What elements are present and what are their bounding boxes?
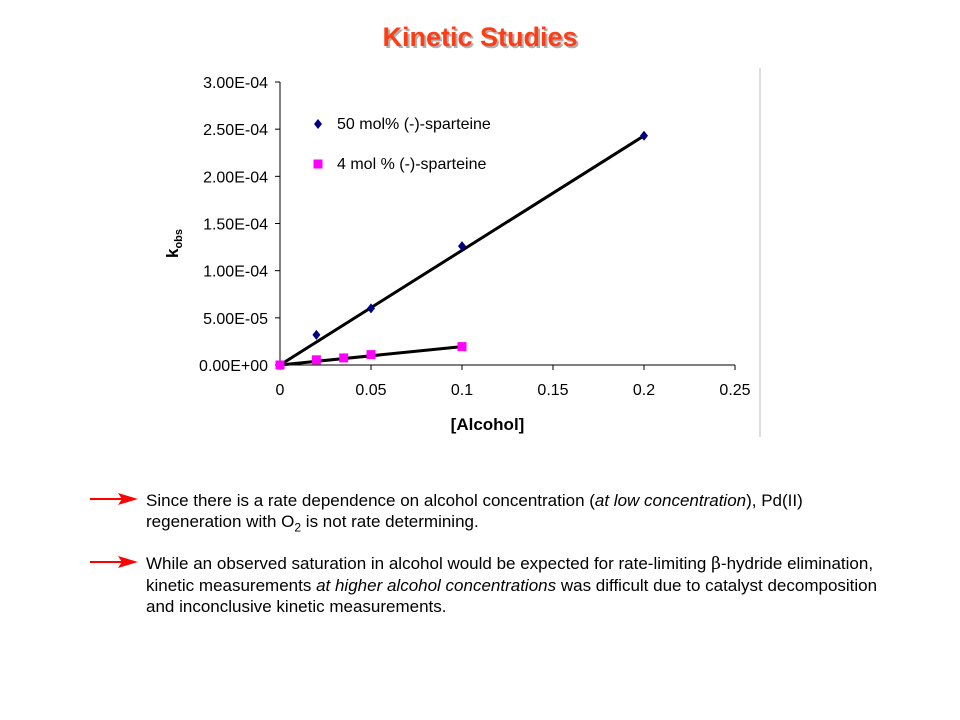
y-tick-label: 1.00E-04 (203, 263, 268, 281)
y-tick-label: 5.00E-05 (203, 310, 268, 328)
legend-label-2: 4 mol % (-)-sparteine (337, 156, 487, 173)
kinetics-chart (150, 60, 770, 445)
legend-label-1: 50 mol% (-)-sparteine (337, 116, 491, 133)
x-tick-label: 0.2 (632, 382, 656, 399)
data-point-series-2 (276, 361, 285, 370)
red-arrow-icon (90, 555, 138, 569)
y-axis-label: $k_{obs}$ (163, 228, 185, 259)
x-tick-label: 0.05 (355, 382, 387, 399)
x-tick-label: 0.1 (450, 382, 474, 399)
bullet-1-text: Since there is a rate dependence on alcohol concentration (at low concentration), Pd(II) regeneration with $O_2$ is not rate determining. (146, 491, 803, 535)
bullet-2-text: While an observed saturation in alcohol would be expected for rate-limiting β-hydride elimination, kinetic measurements at higher alcohol concentrations was difficult due to catalyst decomposition and inconclusive kinetic measurements. (146, 554, 878, 616)
legend-marker-2 (314, 160, 323, 169)
y-tick-label: 1.50E-04 (203, 216, 268, 234)
data-point-series-2 (367, 350, 376, 359)
legend-marker-1 (314, 119, 322, 129)
x-axis-label: [Alcohol] (450, 415, 525, 434)
y-tick-label: 0.00E+00 (199, 358, 268, 375)
x-tick-label: 0.25 (719, 382, 751, 399)
x-tick-label: 0 (275, 382, 285, 399)
data-point-series-2 (339, 353, 348, 362)
y-tick-label: 2.00E-04 (203, 169, 268, 187)
red-arrow-icon (90, 492, 138, 506)
data-point-series-2 (458, 342, 467, 351)
y-tick-label: 3.00E-04 (203, 75, 268, 92)
data-point-series-1 (312, 330, 320, 340)
y-tick-label: 2.50E-04 (203, 122, 268, 140)
data-point-series-2 (312, 355, 321, 364)
x-tick-label: 0.15 (537, 382, 569, 399)
page-title: Kinetic Studies (382, 22, 578, 52)
